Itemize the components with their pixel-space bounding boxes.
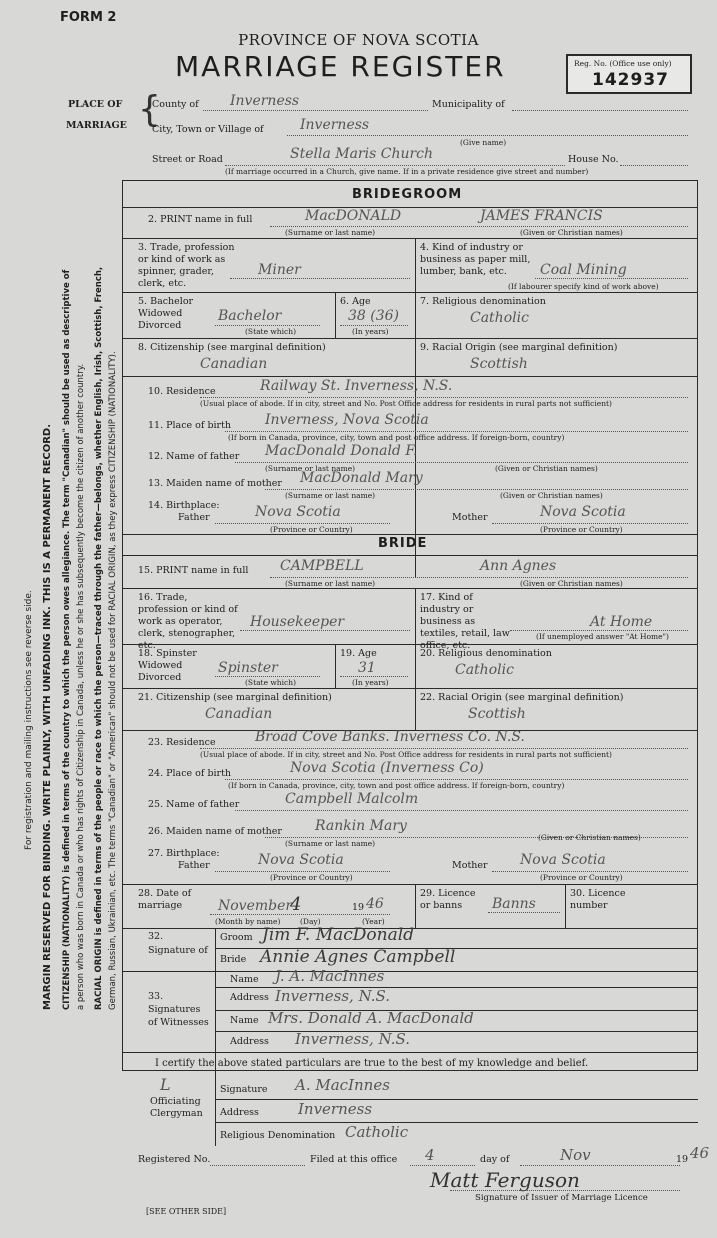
county-value: Inverness bbox=[230, 93, 300, 109]
groom-status-caption: (State which) bbox=[245, 327, 296, 336]
field-13-label: 13. Maiden name of mother bbox=[148, 478, 282, 489]
clergy-address: Inverness bbox=[298, 1100, 373, 1118]
mother-bp-label: Mother bbox=[452, 512, 488, 523]
filed-label: Filed at this office bbox=[310, 1154, 398, 1165]
year-prefix: 19 bbox=[352, 902, 365, 913]
field-27-label: 27. Birthplace: bbox=[148, 848, 220, 859]
field-3-label: 3. Trade, profession or kind of work as spinner, grader, clerk, etc. bbox=[138, 242, 235, 289]
bride-sig-label: Bride bbox=[220, 954, 247, 965]
margin-line-1: For registration and mailing instructions see reverse side. bbox=[24, 590, 34, 850]
filed-month: Nov bbox=[560, 1146, 591, 1164]
clergy-religion-label: Religious Denomination bbox=[220, 1130, 336, 1141]
filed-year-prefix: 19 bbox=[676, 1154, 689, 1165]
clergy-address-label: Address bbox=[220, 1107, 259, 1118]
year-caption: (Year) bbox=[362, 917, 385, 926]
clergy-signature: A. MacInnes bbox=[295, 1076, 390, 1094]
bride-father-bp-label: Father bbox=[178, 860, 210, 871]
field-19-label: 19. Age bbox=[340, 648, 377, 659]
residence-note: (Usual place of abode. If in city, street and No. Post Office address for residents in rural parts not sufficient) bbox=[200, 399, 612, 408]
clergy-religion: Catholic bbox=[345, 1123, 409, 1141]
street-value: Stella Maris Church bbox=[290, 146, 434, 162]
issuer-signature: Matt Ferguson bbox=[430, 1168, 580, 1192]
bride-residence: Broad Cove Banks. Inverness Co. N.S. bbox=[255, 729, 525, 745]
bride-given-caption: (Given or Christian names) bbox=[520, 579, 623, 588]
give-name-caption: (Give name) bbox=[460, 138, 507, 147]
father-bp-caption: (Province or Country) bbox=[270, 525, 353, 534]
bride-mother-bp-label: Mother bbox=[452, 860, 488, 871]
bride-origin: Scottish bbox=[468, 706, 526, 722]
field-2-label: 2. PRINT name in full bbox=[148, 214, 253, 225]
margin-line-4: a person who was born in Canada or who has rights of Citizenship in Canada, unless he or she has subsequently become the citizen of another country. bbox=[76, 363, 86, 1010]
field-6-label: 6. Age bbox=[340, 296, 371, 307]
municipality-label: Municipality of bbox=[432, 99, 505, 110]
filed-day: 4 bbox=[425, 1146, 435, 1164]
bride-mother-bp-caption: (Province or Country) bbox=[540, 873, 623, 882]
day-caption: (Day) bbox=[300, 917, 321, 926]
day-of-label: day of bbox=[480, 1154, 510, 1165]
bride-signature: Annie Agnes Campbell bbox=[260, 947, 456, 967]
bride-father-bp-caption: (Province or Country) bbox=[270, 873, 353, 882]
bride-religion: Catholic bbox=[455, 662, 514, 678]
marriage-month: November bbox=[218, 898, 293, 914]
bride-mother: Rankin Mary bbox=[315, 818, 407, 834]
bride-status: Spinster bbox=[218, 660, 278, 676]
father-given-caption: (Given or Christian names) bbox=[495, 464, 598, 473]
bride-birthplace: Nova Scotia (Inverness Co) bbox=[290, 760, 484, 776]
field-26-label: 26. Maiden name of mother bbox=[148, 826, 282, 837]
city-label: City, Town or Village of bbox=[152, 124, 264, 135]
field-29-label: 29. Licence or banns bbox=[420, 888, 476, 911]
field-18-label: 18. Spinster Widowed Divorced bbox=[138, 648, 197, 683]
groom-mother-birthplace: Nova Scotia bbox=[540, 504, 626, 520]
field-17-note: (If unemployed answer "At Home") bbox=[536, 632, 669, 641]
reg-number-box bbox=[566, 54, 692, 94]
groom-father: MacDonald Donald F. bbox=[265, 443, 418, 459]
groom-father-birthplace: Nova Scotia bbox=[255, 504, 341, 520]
field-12-label: 12. Name of father bbox=[148, 451, 240, 462]
witness-2-address: Inverness, N.S. bbox=[295, 1030, 411, 1048]
street-note: (If marriage occurred in a Church, give name. If in a private residence give street and number) bbox=[225, 167, 589, 176]
bride-residence-note: (Usual place of abode. If in city, street and No. Post Office address for residents in rural parts not sufficient) bbox=[200, 750, 612, 759]
bride-father-birthplace: Nova Scotia bbox=[258, 852, 344, 868]
witness-2-name: Mrs. Donald A. MacDonald bbox=[268, 1009, 474, 1027]
witness-1-address: Inverness, N.S. bbox=[275, 987, 391, 1005]
mother-bp-caption: (Province or Country) bbox=[540, 525, 623, 534]
clergy-initial: L bbox=[160, 1075, 171, 1094]
field-17-label: 17. Kind of industry or business as textiles, retail, law office, etc. bbox=[420, 592, 510, 651]
field-25-label: 25. Name of father bbox=[148, 799, 240, 810]
groom-status: Bachelor bbox=[218, 308, 282, 324]
groom-signature: Jim F. MacDonald bbox=[262, 925, 415, 945]
w1-address-label: Address bbox=[230, 992, 269, 1003]
w2-name-label: Name bbox=[230, 1015, 259, 1026]
marriage-year: 46 bbox=[366, 896, 384, 912]
field-30-label: 30. Licence number bbox=[570, 888, 626, 911]
issuer-caption: Signature of Issuer of Marriage Licence bbox=[475, 1193, 648, 1203]
county-label: County of bbox=[152, 99, 199, 110]
bride-mother-birthplace: Nova Scotia bbox=[520, 852, 606, 868]
birth-note: (If born in Canada, province, city, town and post office address. If foreign-born, country) bbox=[228, 433, 565, 442]
groom-given-caption: (Given or Christian names) bbox=[520, 228, 623, 237]
groom-given: JAMES FRANCIS bbox=[480, 208, 603, 224]
field-23-label: 23. Residence bbox=[148, 737, 216, 748]
groom-surname-caption: (Surname or last name) bbox=[285, 228, 376, 237]
bride-industry: At Home bbox=[590, 614, 653, 630]
mother-surname-caption: (Surname or last name) bbox=[285, 491, 376, 500]
month-caption: (Month by name) bbox=[215, 917, 281, 926]
field-28-label: 28. Date of marriage bbox=[138, 888, 192, 911]
margin-line-5: RACIAL ORIGIN is defined in terms of the people or race to which the person—traced through the father—belongs, whether English, Irish, Scottish, French, bbox=[94, 266, 104, 1010]
reg-label: Reg. No. (Office use only) bbox=[574, 59, 672, 68]
groom-religion: Catholic bbox=[470, 310, 529, 326]
bride-age: 31 bbox=[358, 660, 376, 676]
field-32-label: 32. Signature of bbox=[148, 931, 208, 956]
field-5-label: 5. Bachelor Widowed Divorced bbox=[138, 296, 194, 331]
groom-residence: Railway St. Inverness, N.S. bbox=[260, 378, 453, 394]
field-8-label: 8. Citizenship (see marginal definition) bbox=[138, 342, 326, 353]
place-label-2: MARRIAGE bbox=[66, 120, 127, 131]
groom-surname: MacDONALD bbox=[305, 208, 402, 224]
groom-age: 38 (36) bbox=[348, 308, 400, 324]
field-20-label: 20. Religious denomination bbox=[420, 648, 552, 659]
field-24-label: 24. Place of birth bbox=[148, 768, 232, 779]
field-11-label: 11. Place of birth bbox=[148, 420, 232, 431]
clergy-signature-label: Signature bbox=[220, 1084, 268, 1095]
house-label: House No. bbox=[568, 154, 619, 165]
groom-mother: MacDonald Mary bbox=[300, 470, 423, 486]
marriage-day: 4 bbox=[290, 894, 302, 915]
reg-number: 142937 bbox=[592, 70, 669, 90]
groom-age-caption: (In years) bbox=[352, 327, 389, 336]
page-title: MARRIAGE REGISTER bbox=[175, 50, 506, 83]
bride-given: Ann Agnes bbox=[480, 558, 557, 574]
field-9-label: 9. Racial Origin (see marginal definition) bbox=[420, 342, 618, 353]
field-15-label: 15. PRINT name in full bbox=[138, 565, 249, 576]
field-7-label: 7. Religious denomination bbox=[420, 296, 546, 307]
bride-birth-note: (If born in Canada, province, city, town and post office address. If foreign-born, country) bbox=[228, 781, 565, 790]
margin-line-2: MARGIN RESERVED FOR BINDING. WRITE PLAINLY, WITH UNFADING INK. THIS IS A PERMANENT RECORD. bbox=[42, 423, 53, 1010]
field-22-label: 22. Racial Origin (see marginal definition) bbox=[420, 692, 624, 703]
w1-name-label: Name bbox=[230, 974, 259, 985]
field-14-label: 14. Birthplace: bbox=[148, 500, 220, 511]
place-bracket: { bbox=[138, 89, 161, 130]
field-21-label: 21. Citizenship (see marginal definition) bbox=[138, 692, 332, 703]
groom-trade: Miner bbox=[258, 262, 301, 278]
bride-mother-surname-caption: (Surname or last name) bbox=[285, 839, 376, 848]
field-33-label: 33. Signatures of Witnesses bbox=[148, 991, 209, 1028]
field-16-label: 16. Trade, profession or kind of work as operator, clerk, stenographer, etc. bbox=[138, 592, 238, 651]
mother-given-caption: (Given or Christian names) bbox=[500, 491, 603, 500]
groom-section-title: BRIDEGROOM bbox=[352, 187, 463, 202]
bride-age-caption: (In years) bbox=[352, 678, 389, 687]
groom-origin: Scottish bbox=[470, 356, 528, 372]
field-10-label: 10. Residence bbox=[148, 386, 216, 397]
father-bp-label: Father bbox=[178, 512, 210, 523]
place-label-1: PLACE OF bbox=[68, 99, 123, 110]
groom-sig-label: Groom bbox=[220, 932, 253, 943]
bride-surname-caption: (Surname or last name) bbox=[285, 579, 376, 588]
groom-citizenship: Canadian bbox=[200, 356, 268, 372]
field-4-label: 4. Kind of industry or business as paper mill, lumber, bank, etc. bbox=[420, 242, 531, 277]
certify-statement: I certify the above stated particulars are true to the best of my knowledge and belief. bbox=[155, 1058, 589, 1069]
bride-trade: Housekeeper bbox=[250, 614, 345, 630]
see-other-side: [SEE OTHER SIDE] bbox=[146, 1207, 227, 1216]
witness-1-name: J. A. MacInnes bbox=[275, 967, 385, 985]
field-4-note: (If labourer specify kind of work above) bbox=[508, 282, 659, 291]
officiating-label: Officiating Clergyman bbox=[150, 1096, 203, 1119]
groom-birthplace: Inverness, Nova Scotia bbox=[265, 412, 429, 428]
bride-surname: CAMPBELL bbox=[280, 558, 364, 574]
registered-label: Registered No. bbox=[138, 1154, 211, 1165]
form-number: FORM 2 bbox=[60, 10, 117, 25]
bride-section-title: BRIDE bbox=[378, 536, 428, 551]
bride-status-caption: (State which) bbox=[245, 678, 296, 687]
margin-line-6: German, Russian, Ukrainian, etc. The terms "Canadian" or "American" should not be used for RACIAL ORIGIN, as they express CITIZENSHIP (NATIONALITY). bbox=[108, 351, 118, 1010]
w2-address-label: Address bbox=[230, 1036, 269, 1047]
province-heading: PROVINCE OF NOVA SCOTIA bbox=[238, 31, 479, 49]
father-surname-caption: (Surname or last name) bbox=[265, 464, 356, 473]
margin-line-3: CITIZENSHIP (NATIONALITY) is defined in terms of the country to which the person owes allegiance. The term "Canadian" should be used as descriptive of bbox=[62, 269, 72, 1010]
filed-year: 46 bbox=[690, 1144, 710, 1162]
bride-mother-given-caption: (Given or Christian names) bbox=[538, 833, 641, 842]
licence-or-banns: Banns bbox=[492, 896, 536, 912]
bride-father: Campbell Malcolm bbox=[285, 791, 419, 807]
city-value: Inverness bbox=[300, 117, 370, 133]
bride-citizenship: Canadian bbox=[205, 706, 273, 722]
groom-industry: Coal Mining bbox=[540, 262, 627, 278]
street-label: Street or Road bbox=[152, 154, 223, 165]
